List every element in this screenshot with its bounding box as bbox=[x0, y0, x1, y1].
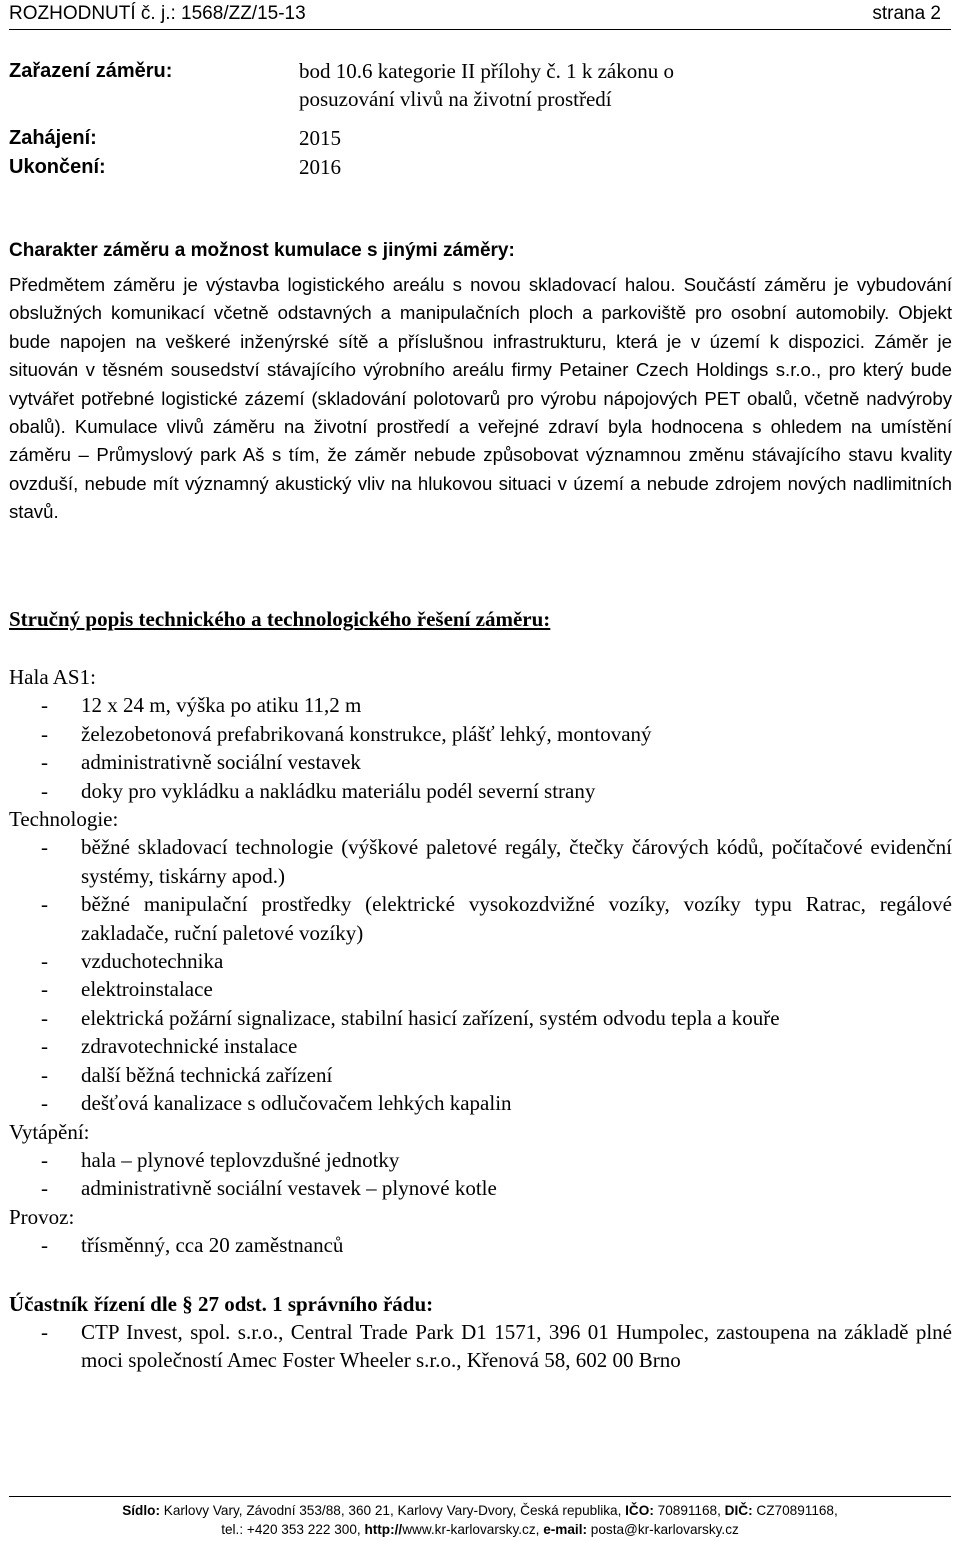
zahajeni-label: Zahájení: bbox=[9, 127, 97, 149]
page-number: strana 2 bbox=[872, 3, 941, 24]
dic-value: CZ70891168, bbox=[752, 1503, 838, 1518]
footer-line-2 bbox=[9, 1520, 951, 1539]
list-item: - hala – plynové teplovzdušné jednotky bbox=[9, 1146, 952, 1174]
page-footer bbox=[9, 1496, 951, 1539]
section-title-hala: Hala AS1: bbox=[9, 665, 96, 689]
ukonceni-label: Ukončení: bbox=[9, 156, 106, 178]
list-item: - elektrická požární signalizace, stabilní hasicí zařízení, systém odvodu tepla a kouře bbox=[9, 1004, 952, 1032]
sidlo-value: Karlovy Vary, Závodní 353/88, 360 21, Karlovy Vary-Dvory, Česká republika, bbox=[159, 1503, 626, 1518]
charakter-paragraph: Předmětem záměru je výstavba logistického areálu s novou skladovací halou. Součástí záměru je vybudování obslužných komunikací včetně odstavných a manipulačních ploch a parkoviště pro osobní automobily. Objekt bude napojen na veškeré inženýrské sítě a příslušnou infrastrukturu, která je v území k dispozici. Záměr je situován v těsném sousedství stávajícího výrobního areálu firmy Petainer Czech Holdings s.r.o., pro který bude vytvářet potřebné logistické zázemí (skladování polotovarů pro výrobu nápojových PET obalů, včetně nadvýroby obalů). Kumulace vlivů záměru na životní prostředí a veřejné zdraví byla hodnocena s ohledem na umístění záměru – Průmyslový park Aš s tím, že záměr nebude způsobovat významnou změnu stávajícího stavu kvality ovzduší, nebude mít významný akustický vliv na hlukovou situaci v území a nebude zdrojem nových nadlimitních stavů. bbox=[9, 274, 952, 523]
hala-list bbox=[9, 691, 952, 805]
list-item: - elektroinstalace bbox=[9, 975, 952, 1003]
email-label: e-mail: bbox=[543, 1522, 588, 1537]
ucastnik-block bbox=[9, 1318, 952, 1375]
ucastnik-list bbox=[9, 1318, 952, 1375]
popis-sections bbox=[9, 663, 952, 1260]
ukonceni-value: 2016 bbox=[299, 155, 341, 179]
list-item: - třísměnný, cca 20 zaměstnanců bbox=[9, 1231, 952, 1259]
dic-label: DIČ: bbox=[724, 1503, 753, 1518]
web-link[interactable]: www.kr-karlovarsky.cz, bbox=[402, 1522, 544, 1537]
email-link[interactable]: posta@kr-karlovarsky.cz bbox=[587, 1522, 739, 1537]
list-item: - 12 x 24 m, výška po atiku 11,2 m bbox=[9, 691, 952, 719]
tel-label: tel.: bbox=[221, 1522, 244, 1537]
decision-reference: ROZHODNUTÍ č. j.: 1568/ZZ/15-13 bbox=[9, 3, 306, 24]
zarazeni-value: bod 10.6 kategorie II přílohy č. 1 k zákonu o posuzování vlivů na životní prostředí bbox=[299, 59, 674, 111]
http-label: http:// bbox=[364, 1522, 403, 1537]
popis-heading: Stručný popis technického a technologického řešení záměru: bbox=[9, 607, 551, 631]
technologie-list bbox=[9, 833, 952, 1117]
list-item: - běžné skladovací technologie (výškové paletové regály, čtečky čárových kódů, počítačové evidenční systémy, tiskárny apod.) bbox=[9, 833, 952, 890]
sidlo-label: Sídlo: bbox=[122, 1503, 160, 1518]
list-item: - administrativně sociální vestavek – plynové kotle bbox=[9, 1174, 952, 1202]
section-title-provoz: Provoz: bbox=[9, 1204, 75, 1229]
footer-line-1 bbox=[9, 1501, 951, 1520]
zarazeni-label: Zařazení záměru: bbox=[9, 60, 173, 82]
list-item: - další běžná technická zařízení bbox=[9, 1061, 952, 1089]
vytapeni-list bbox=[9, 1146, 952, 1203]
page-header bbox=[9, 3, 951, 30]
ico-value: 70891168, bbox=[653, 1503, 725, 1518]
list-item: - doky pro vykládku a nakládku materiálu podél severní strany bbox=[9, 777, 952, 805]
list-item: - vzduchotechnika bbox=[9, 947, 952, 975]
provoz-list bbox=[9, 1231, 952, 1259]
section-title-vytapeni: Vytápění: bbox=[9, 1119, 90, 1144]
charakter-heading: Charakter záměru a možnost kumulace s jinými záměry: bbox=[9, 240, 515, 261]
list-item: - železobetonová prefabrikovaná konstrukce, plášť lehký, montovaný bbox=[9, 720, 952, 748]
ucastnik-heading: Účastník řízení dle § 27 odst. 1 správního řádu: bbox=[9, 1292, 434, 1316]
list-item: - běžné manipulační prostředky (elektrické vysokozdvižné vozíky, vozíky typu Ratrac, regálové zakladače, ruční paletové vozíky) bbox=[9, 890, 952, 947]
list-item: - zdravotechnické instalace bbox=[9, 1032, 952, 1060]
list-item: - CTP Invest, spol. s.r.o., Central Trade Park D1 1571, 396 01 Humpolec, zastoupena na základě plné moci společností Amec Foster Wheeler s.r.o., Křenová 58, 602 00 Brno bbox=[9, 1318, 952, 1375]
tel-value: +420 353 222 300, bbox=[243, 1522, 365, 1537]
list-item: - dešťová kanalizace s odlučovačem lehkých kapalin bbox=[9, 1089, 952, 1117]
list-item: - administrativně sociální vestavek bbox=[9, 748, 952, 776]
ico-label: IČO: bbox=[625, 1503, 654, 1518]
section-title-technologie: Technologie: bbox=[9, 807, 119, 832]
zahajeni-value: 2015 bbox=[299, 126, 341, 150]
